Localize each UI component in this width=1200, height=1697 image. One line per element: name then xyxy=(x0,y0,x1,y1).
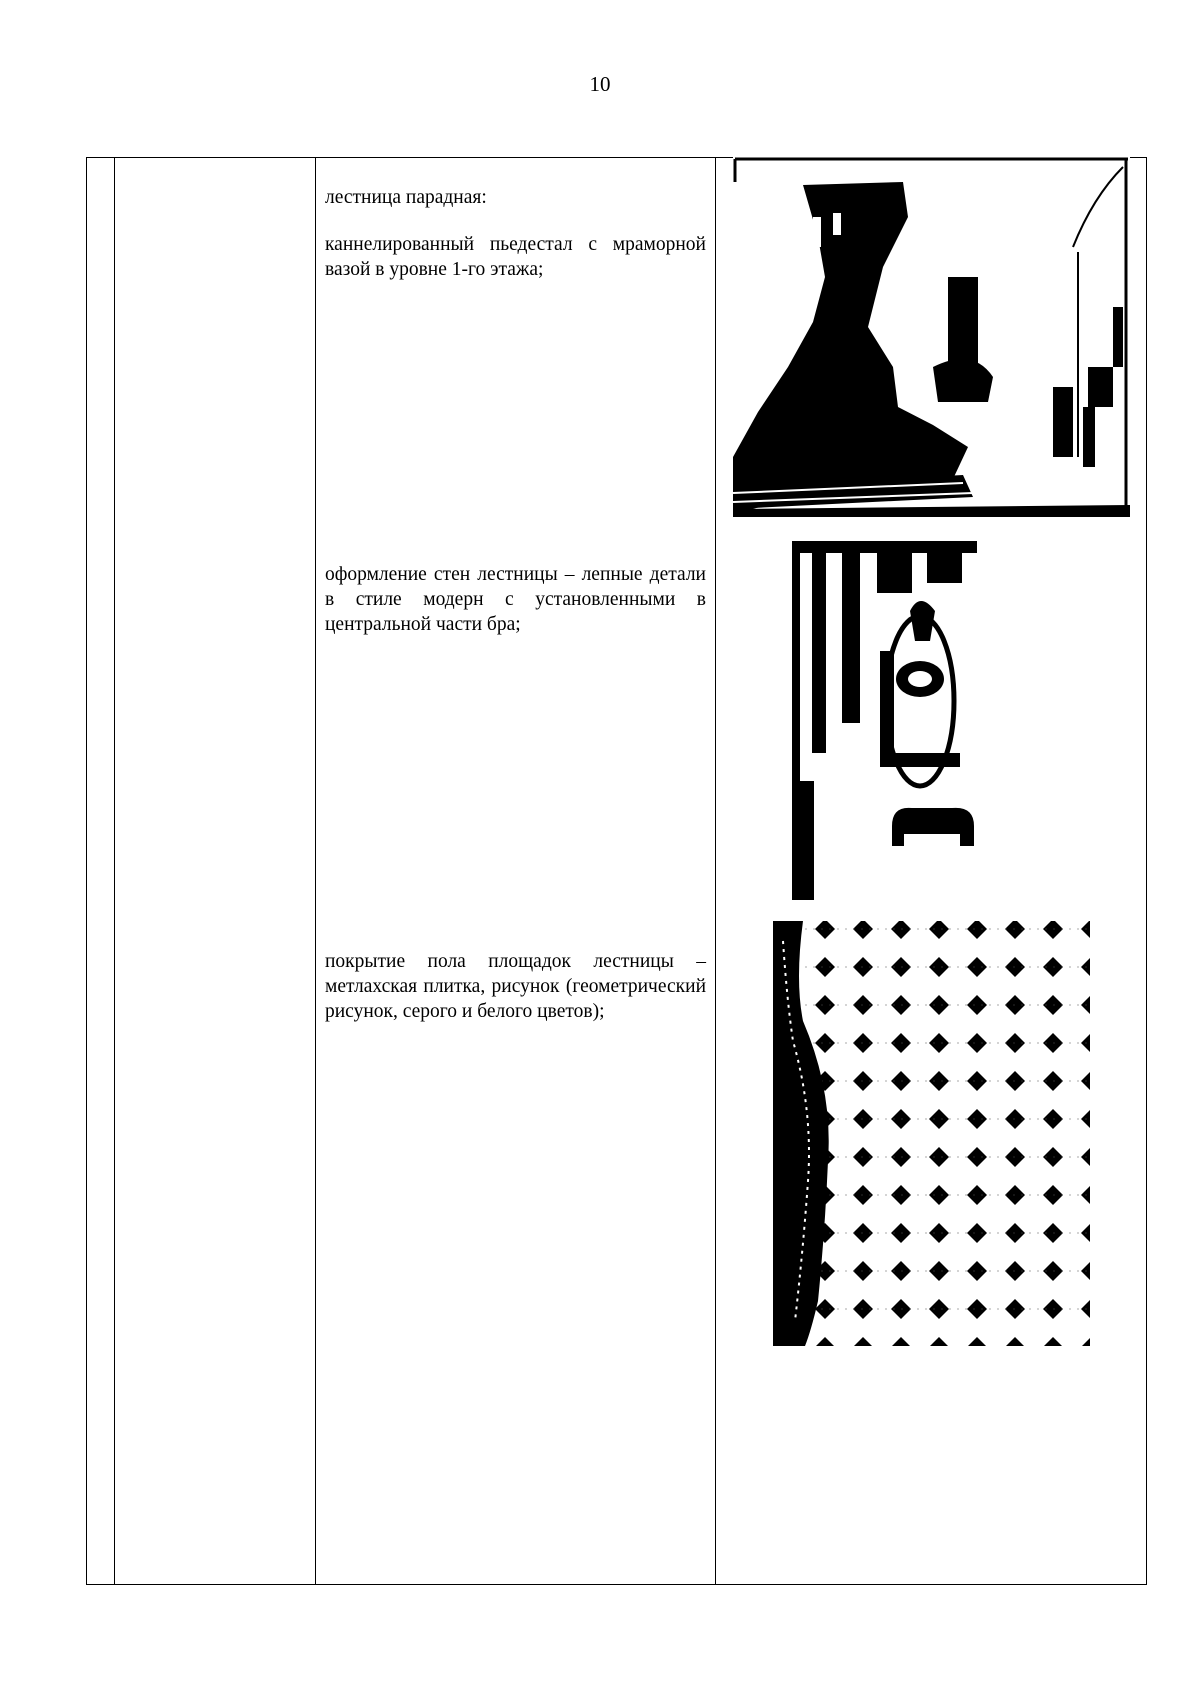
page-number: 10 xyxy=(589,72,611,96)
staircase-description xyxy=(325,185,706,282)
wall-sconce-photo xyxy=(792,541,977,900)
walls-text: оформление стен лестницы – лепные детали в стиле модерн с установленными в центральной части бра; xyxy=(325,564,706,635)
walls-description xyxy=(325,562,706,637)
staircase-photo xyxy=(733,157,1130,517)
pedestal-description: каннелированный пьедестал с мраморной вазой в уровне 1-го этажа; xyxy=(325,234,706,280)
floor-description xyxy=(325,949,706,1024)
tile-floor-photo xyxy=(773,921,1090,1346)
table-column-divider-1 xyxy=(114,158,115,1584)
table-column-divider-2 xyxy=(315,158,316,1584)
table-column-divider-3 xyxy=(715,158,716,1584)
staircase-title: лестница парадная: xyxy=(325,187,487,208)
floor-text: покрытие пола площадок лестницы – метлахская плитка, рисунок (геометрический рисунок, серого и белого цветов); xyxy=(325,951,706,1022)
